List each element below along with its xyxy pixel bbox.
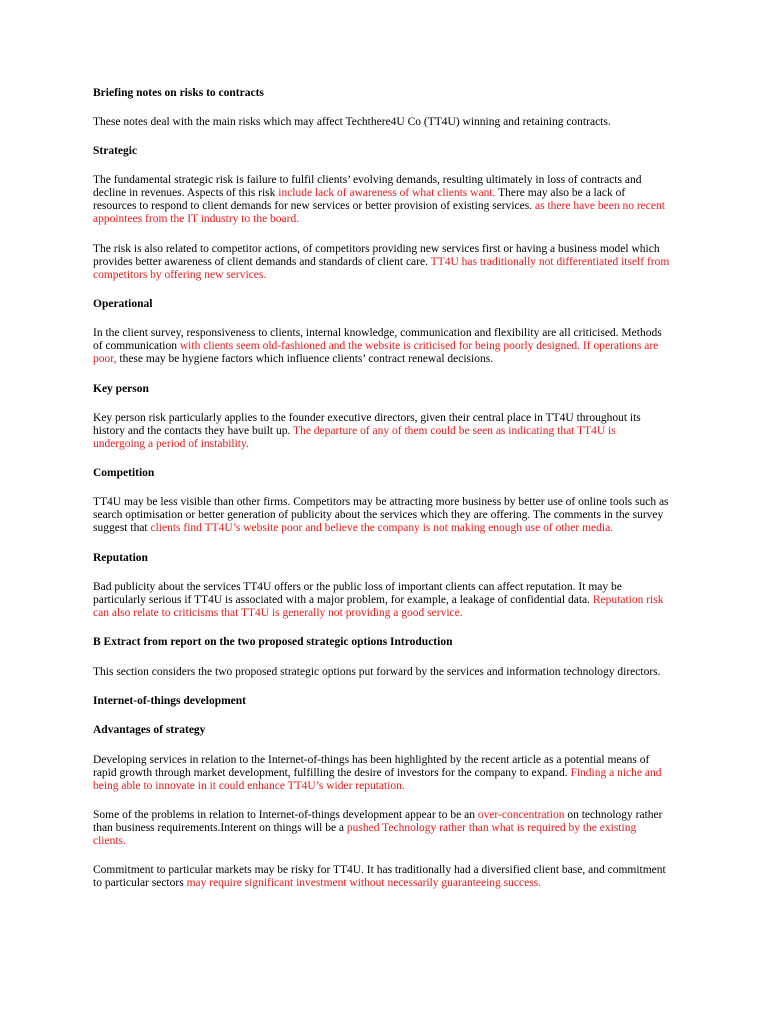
text-line [93, 353, 733, 366]
text-line [93, 174, 733, 187]
text-line [93, 213, 733, 226]
advantages-paragraph-3 [93, 864, 733, 890]
section-heading-reputation: Reputation [93, 551, 148, 564]
text-run: of communication [93, 340, 180, 353]
text-run: on technology rather [564, 808, 663, 821]
text-line [93, 327, 733, 340]
text-line [93, 340, 733, 353]
highlighted-text-run: as there have been no recent [532, 200, 665, 213]
text-run: Some of the problems in relation to Internet-of-things development appear to be an [93, 808, 478, 821]
section-heading-operational: Operational [93, 297, 153, 310]
text-line [93, 256, 733, 269]
highlighted-text-run: may require significant investment without necessarily guaranteeing success. [186, 877, 542, 890]
text-run: TT4U may be less visible than other firms. Competitors may be attracting more business by better use of online tools such as [93, 496, 669, 509]
text-line [93, 780, 733, 793]
subheading-advantages: Advantages of strategy [93, 724, 206, 737]
text-run: provides better awareness of client demands and standards of client care. [93, 255, 431, 268]
highlighted-text-run: Finding a niche and [570, 766, 662, 779]
text-line [93, 767, 733, 780]
section-heading-iot-development: Internet-of-things development [93, 694, 246, 707]
text-line [93, 496, 733, 509]
section-heading-key-person: Key person [93, 382, 149, 395]
text-line [93, 607, 733, 620]
document-page [93, 87, 733, 907]
text-line [93, 425, 733, 438]
text-run: suggest that [93, 522, 151, 535]
text-run: Bad publicity about the services TT4U offers or the public loss of important clients can affect reputation. It may be [93, 581, 622, 594]
text-run: history and the contacts they have built up. [93, 424, 294, 437]
text-line [93, 187, 733, 200]
text-run: The fundamental strategic risk is failure to fulfil clients’ evolving demands, resulting ultimately in loss of contracts and [93, 174, 642, 187]
highlighted-text-run: with clients seem old-fashioned and the website is criticised for being poorly designed. If operations are [179, 340, 659, 353]
intro-paragraph [93, 116, 733, 129]
text-line [93, 809, 733, 822]
highlighted-text-run: pushed Technology rather than what is required by the existing [346, 821, 637, 834]
highlighted-text-run: poor, [93, 353, 117, 366]
text-run: particularly serious if TT4U is associated with a major problem, for example, a leakage of confidential data. [93, 594, 593, 607]
text-line [93, 594, 733, 607]
text-run: search optimisation or better generation of publicity about the services which they are offering. The comments in the survey [93, 509, 664, 522]
section-heading-extract: B Extract from report on the two proposed strategic options Introduction [93, 636, 453, 649]
text-run: This section considers the two proposed strategic options put forward by the services and information technology directors. [93, 665, 661, 678]
highlighted-text-run: The departure of any of them could be seen as indicating that TT4U is [293, 424, 616, 437]
text-run: these may be hygiene factors which influence clients’ contract renewal decisions. [116, 353, 494, 366]
advantages-paragraph-2 [93, 809, 733, 848]
text-line [93, 864, 733, 877]
text-run: Developing services in relation to the Internet-of-things has been highlighted by the recent article as a potential means of [93, 753, 650, 766]
text-line [93, 822, 733, 835]
text-line [93, 269, 733, 282]
text-line [93, 412, 733, 425]
text-line [93, 666, 733, 679]
text-run: In the client survey, responsiveness to clients, internal knowledge, communication and flexibility are all criticised. Methods [93, 327, 662, 340]
extract-intro-paragraph [93, 666, 733, 679]
text-run: decline in revenues. Aspects of this risk [93, 187, 279, 200]
text-run: These notes deal with the main risks which may affect Techthere4U Co (TT4U) winning and retaining contracts. [93, 115, 611, 128]
text-run: Commitment to particular markets may be risky for TT4U. It has traditionally had a diversified client base, and commitment [93, 864, 666, 877]
text-run: than business requirements.Interent on things will be a [93, 821, 347, 834]
highlighted-text-run: Reputation risk [592, 594, 664, 607]
highlighted-text-run: can also relate to criticisms that TT4U is generally not providing a good service. [93, 607, 463, 620]
text-line [93, 835, 733, 848]
highlighted-text-run: over-concentration [477, 808, 565, 821]
section-heading-strategic: Strategic [93, 145, 138, 158]
highlighted-text-run: being able to innovate in it could enhance TT4U’s wider reputation. [93, 779, 405, 792]
text-run: The risk is also related to competitor actions, of competitors providing new services first or having a business model which [93, 242, 660, 255]
text-line [93, 509, 733, 522]
reputation-paragraph [93, 581, 733, 620]
text-run: to particular sectors [93, 877, 187, 890]
text-run: There may also be a lack of [495, 187, 626, 200]
highlighted-text-run: clients. [93, 834, 126, 847]
document-title: Briefing notes on risks to contracts [93, 86, 264, 99]
highlighted-text-run: competitors by offering new services. [93, 268, 267, 281]
highlighted-text-run: appointees from the IT industry to the board. [93, 213, 300, 226]
strategic-paragraph-1 [93, 174, 733, 226]
text-run: resources to respond to client demands for new services or better provision of existing services. [93, 200, 533, 213]
operational-paragraph [93, 327, 733, 366]
text-line [93, 754, 733, 767]
key-person-paragraph [93, 412, 733, 451]
strategic-paragraph-2 [93, 243, 733, 282]
text-line [93, 877, 733, 890]
text-line [93, 116, 733, 129]
highlighted-text-run: clients find TT4U’s website poor and believe the company is not making enough use of other media. [150, 522, 614, 535]
text-line [93, 200, 733, 213]
text-line [93, 243, 733, 256]
competition-paragraph [93, 496, 733, 535]
highlighted-text-run: undergoing a period of instability. [93, 437, 249, 450]
text-line [93, 522, 733, 535]
text-run: Key person risk particularly applies to the founder executive directors, given their central place in TT4U throughout its [93, 411, 641, 424]
section-heading-competition: Competition [93, 467, 155, 480]
advantages-paragraph-1 [93, 754, 733, 793]
text-line [93, 438, 733, 451]
highlighted-text-run: TT4U has traditionally not differentiated itself from [430, 255, 670, 268]
text-run: rapid growth through market development, fulfilling the desire of investors for the company to expand. [93, 766, 571, 779]
text-line [93, 581, 733, 594]
highlighted-text-run: include lack of awareness of what clients want. [278, 187, 496, 200]
